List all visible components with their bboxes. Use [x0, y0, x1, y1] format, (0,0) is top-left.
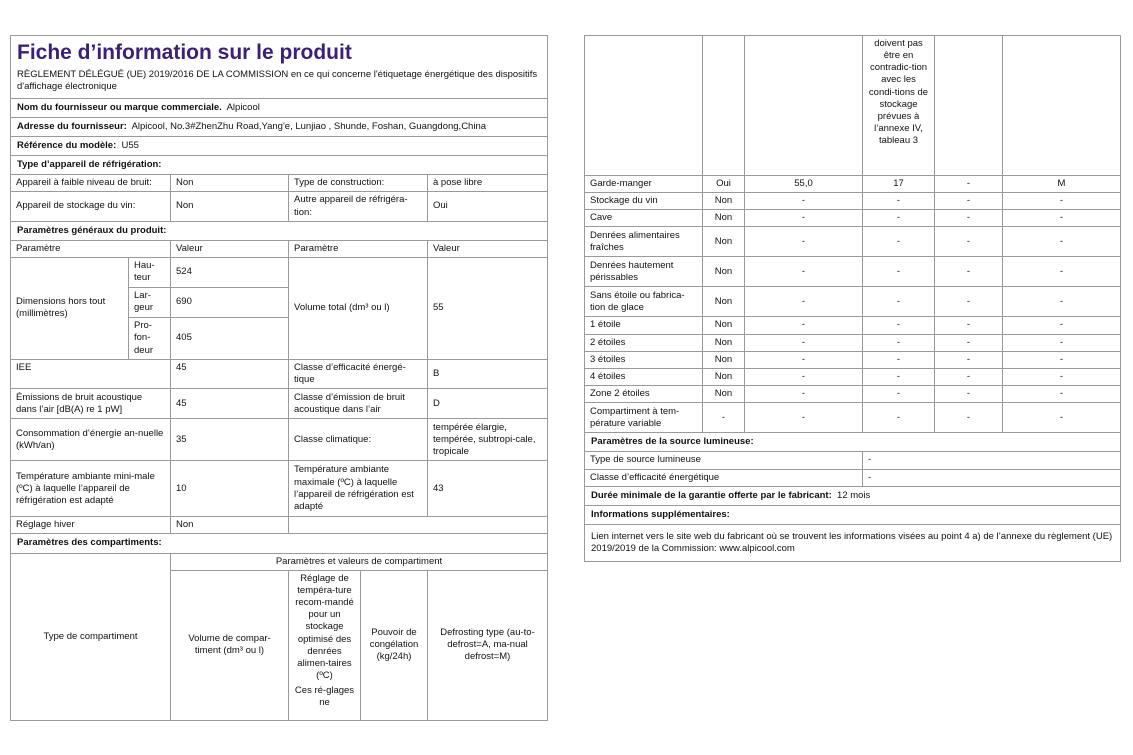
dimensions-label: Dimensions hors tout (millimètres)	[11, 257, 129, 359]
compartment-freeze: -	[935, 386, 1003, 403]
type-value: Oui	[428, 192, 548, 221]
compartment-temp: -	[863, 334, 935, 351]
compartment-temp: -	[863, 193, 935, 210]
comp-temp-note: Ces ré-glages ne	[294, 685, 355, 709]
winter-row	[11, 517, 548, 534]
compartment-volume: -	[745, 193, 863, 210]
compartment-row	[585, 176, 1121, 193]
compartment-present: Non	[703, 386, 745, 403]
header-value: Valeur	[171, 240, 289, 257]
compartment-volume: -	[745, 403, 863, 433]
volume-value: 55	[428, 257, 548, 359]
compartment-volume: -	[745, 386, 863, 403]
extra-info-text: Lien internet vers le site web du fabricant où se trouvent les informations visées au point 4 a) de l’annexe du règlement (UE) 2019/2019 de la Commission: www.alpicool.com	[584, 524, 1121, 562]
compartments-section-heading: Paramètres des compartiments:	[10, 534, 548, 552]
compartment-temp: -	[863, 210, 935, 227]
comp-temp-header-cell	[289, 570, 361, 720]
compartment-row	[585, 287, 1121, 317]
comp-group-header: Paramètres et valeurs de compartiment	[171, 553, 548, 570]
empty-cell	[935, 36, 1003, 176]
compartment-present: Non	[703, 193, 745, 210]
type-value: Non	[171, 192, 289, 221]
header-param: Paramètre	[11, 240, 171, 257]
winter-label: Réglage hiver	[11, 517, 171, 534]
compartment-present: Oui	[703, 176, 745, 193]
light-section-heading: Paramètres de la source lumineuse:	[584, 433, 1121, 451]
light-row	[585, 469, 1121, 486]
compartment-present: -	[703, 403, 745, 433]
compartment-row	[585, 386, 1121, 403]
type-value: à pose libre	[428, 175, 548, 192]
general-section-heading: Paramètres généraux du produit:	[10, 222, 548, 240]
compartment-present: Non	[703, 287, 745, 317]
compartment-volume: -	[745, 317, 863, 334]
compartment-table	[584, 35, 1121, 433]
general-value: 45	[171, 359, 289, 388]
type-param: Appareil de stockage du vin:	[11, 192, 171, 221]
light-value: -	[863, 452, 1121, 469]
light-value: -	[863, 469, 1121, 486]
depth-label: Pro-fon-deur	[129, 317, 171, 359]
compartment-freeze: -	[935, 368, 1003, 385]
compartment-row	[585, 227, 1121, 257]
compartment-row	[585, 403, 1121, 433]
compartment-freeze: -	[935, 193, 1003, 210]
compartment-type: 2 étoiles	[585, 334, 703, 351]
extra-section-heading: Informations supplémentaires:	[584, 505, 1121, 524]
general-row	[11, 461, 548, 517]
comp-defrost-header: Defrosting type (au-to-defrost=A, ma-nual defrost=M)	[428, 570, 548, 720]
general-param: Classe climatique:	[289, 419, 428, 461]
comp-temp-note-continued: doivent pas être en contradic-tion avec les condi-tions de stockage prévues à l’annexe IV, tableau 3	[863, 36, 935, 176]
compartment-temp: -	[863, 227, 935, 257]
compartment-present: Non	[703, 334, 745, 351]
compartment-freeze: -	[935, 227, 1003, 257]
supplier-label: Nom du fournisseur ou marque commerciale.	[17, 101, 222, 113]
compartment-temp: -	[863, 351, 935, 368]
general-param: Émissions de bruit acoustique dans l’air [dB(A) re 1 pW]	[11, 389, 171, 419]
width-label: Lar-geur	[129, 287, 171, 317]
address-value: Alpicool, No.3#ZhenZhu Road,Yang'e, Lunjiao , Shunde, Foshan, Guangdong,China	[131, 120, 487, 132]
compartment-type: Denrées hautement périssables	[585, 257, 703, 287]
compartment-defrost: -	[1003, 317, 1121, 334]
warranty-value: 12 mois	[837, 489, 871, 501]
light-row	[585, 452, 1121, 469]
compartment-freeze: -	[935, 351, 1003, 368]
model-row	[10, 136, 548, 155]
compartment-type: 3 étoiles	[585, 351, 703, 368]
comp-type-header: Type de compartiment	[11, 553, 171, 720]
compartment-freeze: -	[935, 287, 1003, 317]
general-table	[10, 240, 548, 535]
compartment-volume: 55,0	[745, 176, 863, 193]
general-value: 10	[171, 461, 289, 517]
compartment-type: 4 étoiles	[585, 368, 703, 385]
compartment-volume: -	[745, 287, 863, 317]
compartment-type: Compartiment à tem-pérature variable	[585, 403, 703, 433]
winter-value: Non	[171, 517, 289, 534]
address-label: Adresse du fournisseur:	[17, 120, 127, 132]
header-param: Paramètre	[289, 240, 428, 257]
compartment-temp: -	[863, 317, 935, 334]
left-page	[10, 35, 548, 721]
height-value: 524	[171, 257, 289, 287]
compartment-freeze: -	[935, 176, 1003, 193]
type-value: Non	[171, 175, 289, 192]
compartment-defrost: -	[1003, 287, 1121, 317]
warranty-label: Durée minimale de la garantie offerte par le fabricant:	[591, 489, 832, 501]
compartment-type: Zone 2 étoiles	[585, 386, 703, 403]
general-param: Classe d’émission de bruit acoustique dans l’air	[289, 389, 428, 419]
general-row	[11, 389, 548, 419]
compartment-header-table	[10, 553, 548, 721]
general-param: Température ambiante mini-male (ºC) à laquelle l’appareil de réfrigération est adapté	[11, 461, 171, 517]
general-value: tempérée élargie, tempérée, subtropi-cale, tropicale	[428, 419, 548, 461]
type-row	[11, 175, 548, 192]
compartment-present: Non	[703, 210, 745, 227]
compartment-present: Non	[703, 351, 745, 368]
compartment-row	[585, 368, 1121, 385]
compartment-type: 1 étoile	[585, 317, 703, 334]
compartment-present: Non	[703, 257, 745, 287]
warranty-row	[584, 487, 1121, 505]
compartment-row	[585, 334, 1121, 351]
compartment-volume: -	[745, 257, 863, 287]
compartment-defrost: -	[1003, 368, 1121, 385]
compartment-present: Non	[703, 227, 745, 257]
type-param: Autre appareil de réfrigéra-tion:	[289, 192, 428, 221]
compartment-volume: -	[745, 368, 863, 385]
light-table	[584, 451, 1121, 486]
compartment-defrost: -	[1003, 227, 1121, 257]
compartment-defrost: -	[1003, 403, 1121, 433]
compartment-present: Non	[703, 317, 745, 334]
model-value: U55	[121, 139, 139, 151]
compartment-defrost: -	[1003, 351, 1121, 368]
compartment-volume: -	[745, 210, 863, 227]
compartment-row	[585, 257, 1121, 287]
comp-temp-header: Réglage de tempéra-ture recom-mandé pour un stockage optimisé des denrées alimen-taires (ºC)	[295, 572, 354, 681]
general-value: 43	[428, 461, 548, 517]
compartment-row	[585, 210, 1121, 227]
compartment-type: Garde-manger	[585, 176, 703, 193]
compartment-temp: -	[863, 287, 935, 317]
compartment-defrost: -	[1003, 193, 1121, 210]
compartment-rows	[585, 176, 1121, 433]
compartment-temp: -	[863, 403, 935, 433]
type-param: Type de construction:	[289, 175, 428, 192]
regulation-subtitle: RÈGLEMENT DÉLÉGUÉ (UE) 2019/2016 DE LA COMMISSION en ce qui concerne l'étiquetage énergétique des dispositifs d'affichage électronique	[17, 69, 538, 93]
dimension-row	[11, 257, 548, 287]
type-row	[11, 192, 548, 221]
type-param: Appareil à faible niveau de bruit:	[11, 175, 171, 192]
model-label: Référence du modèle:	[17, 139, 117, 151]
supplier-value: Alpicool	[226, 101, 260, 113]
general-value: 35	[171, 419, 289, 461]
general-param: IEE	[11, 359, 171, 388]
compartment-type: Stockage du vin	[585, 193, 703, 210]
compartment-volume: -	[745, 334, 863, 351]
compartment-volume: -	[745, 351, 863, 368]
general-row	[11, 359, 548, 388]
type-table	[10, 174, 548, 221]
compartment-row	[585, 317, 1121, 334]
compartment-freeze: -	[935, 317, 1003, 334]
comp-group-row	[11, 553, 548, 570]
height-label: Hau-teur	[129, 257, 171, 287]
empty-cell	[585, 36, 703, 176]
compartment-temp: -	[863, 368, 935, 385]
light-label: Classe d’efficacité énergétique	[585, 469, 863, 486]
type-section-heading: Type d’appareil de réfrigération:	[10, 155, 548, 174]
general-param: Classe d’efficacité énergé-tique	[289, 359, 428, 388]
address-row	[10, 117, 548, 136]
compartment-freeze: -	[935, 257, 1003, 287]
compartment-type: Denrées alimentaires fraîches	[585, 227, 703, 257]
general-header-row	[11, 240, 548, 257]
compartment-freeze: -	[935, 210, 1003, 227]
general-value: B	[428, 359, 548, 388]
compartment-type: Sans étoile ou fabrica-tion de glace	[585, 287, 703, 317]
compartment-type: Cave	[585, 210, 703, 227]
empty-cell	[289, 517, 548, 534]
compartment-temp: -	[863, 257, 935, 287]
empty-cell	[1003, 36, 1121, 176]
general-row	[11, 419, 548, 461]
depth-value: 405	[171, 317, 289, 359]
general-param: Consommation d’énergie an-nuelle (kWh/an)	[11, 419, 171, 461]
empty-cell	[703, 36, 745, 176]
compartment-temp: 17	[863, 176, 935, 193]
comp-volume-header: Volume de compar-timent (dm³ ou l)	[171, 570, 289, 720]
empty-cell	[745, 36, 863, 176]
compartment-row	[585, 193, 1121, 210]
compartment-defrost: -	[1003, 334, 1121, 351]
comp-header-continuation	[585, 36, 1121, 176]
compartment-defrost: -	[1003, 210, 1121, 227]
header-value: Valeur	[428, 240, 548, 257]
compartment-defrost: -	[1003, 386, 1121, 403]
general-value: 45	[171, 389, 289, 419]
comp-freeze-header: Pouvoir de congélation (kg/24h)	[361, 570, 428, 720]
general-value: D	[428, 389, 548, 419]
compartment-volume: -	[745, 227, 863, 257]
light-label: Type de source lumineuse	[585, 452, 863, 469]
supplier-row	[10, 98, 548, 117]
volume-label: Volume total (dm³ ou l)	[289, 257, 428, 359]
compartment-freeze: -	[935, 334, 1003, 351]
width-value: 690	[171, 287, 289, 317]
compartment-freeze: -	[935, 403, 1003, 433]
compartment-defrost: -	[1003, 257, 1121, 287]
compartment-defrost: M	[1003, 176, 1121, 193]
compartment-row	[585, 351, 1121, 368]
general-param: Température ambiante maximale (ºC) à laquelle l’appareil de réfrigération est adapté	[289, 461, 428, 517]
right-page	[584, 35, 1121, 562]
page-title: Fiche d’information sur le produit	[17, 41, 352, 64]
compartment-temp: -	[863, 386, 935, 403]
title-box	[10, 35, 548, 98]
compartment-present: Non	[703, 368, 745, 385]
